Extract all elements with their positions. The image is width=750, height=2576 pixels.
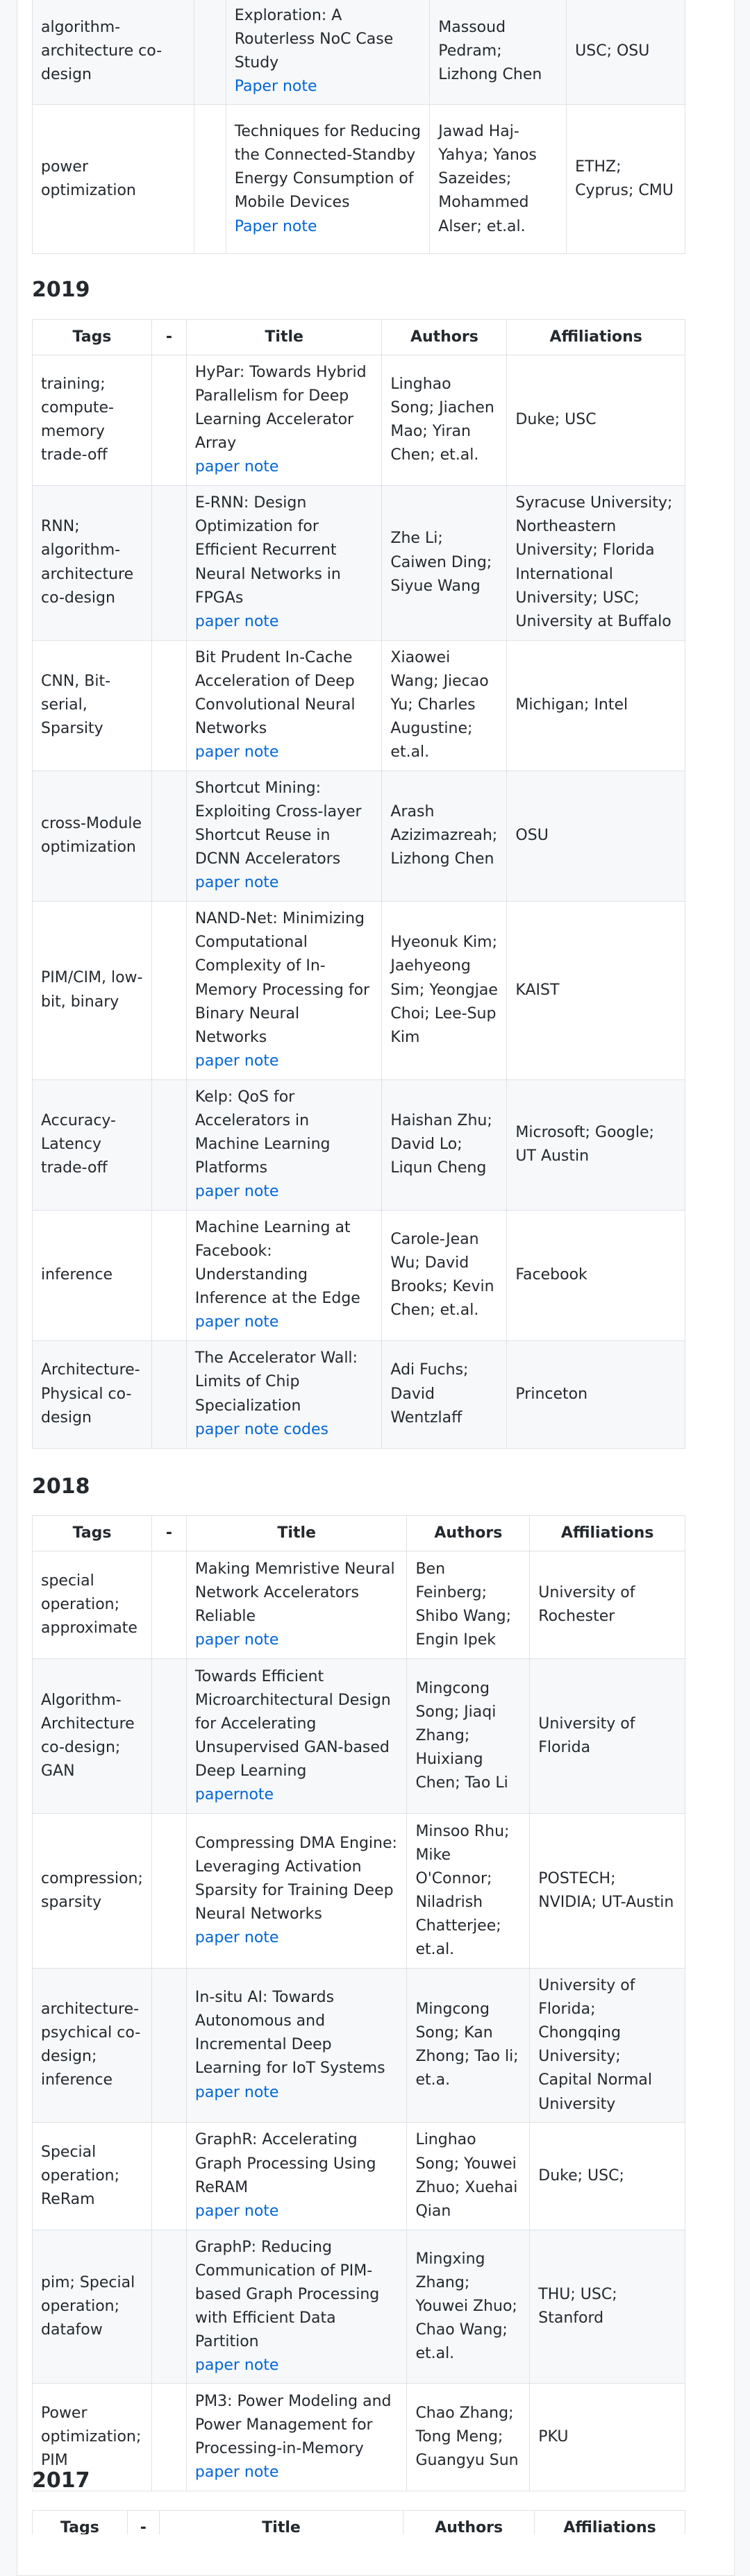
authors-cell: Jawad Haj-Yahya; Yanos Sazeides; Mohammed Alser; et.al. [430,105,567,254]
affiliations-cell: Syracuse University; Northeastern University; Florida International University; USC; University at Buffalo [507,485,685,640]
table-header-row [33,1516,685,1551]
paper-note-link[interactable]: paper note [194,2202,279,2220]
tags-cell: algorithm-architecture co-design [33,0,194,105]
authors-cell: Ben Feinberg; Shibo Wang; Engin Ipek [407,1551,530,1659]
tags-cell: inference [33,1210,152,1340]
tags-cell: PIM/CIM, low-bit, binary [33,901,152,1079]
title-cell [226,0,430,105]
header-affiliations: Affiliations [530,1516,685,1551]
header-tags: Tags [33,320,152,355]
table-row [33,1551,685,1659]
tags-cell: special operation; approximate [33,1551,152,1659]
tags-cell: power optimization [33,105,194,254]
tags-cell: Algorithm-Architecture co-design; GAN [33,1659,152,1814]
header-dash: - [127,2511,159,2535]
paper-note-link[interactable]: Paper note [234,217,317,235]
paper-note-codes-link[interactable]: paper note codes [194,1420,328,1438]
title-cell [186,1340,382,1448]
title-cell [186,1814,407,1969]
paper-note-link[interactable]: paper note [194,874,279,892]
table-row [33,2122,685,2230]
dash-cell [151,1079,186,1210]
authors-cell: Linghao Song; Youwei Zhuo; Xuehai Qian [407,2122,530,2230]
dash-cell [151,1210,186,1340]
table-header-row [33,320,685,355]
table-row [33,2384,685,2491]
title-cell [186,355,382,485]
authors-cell: Adi Fuchs; David Wentzlaff [382,1340,507,1448]
year-heading-2017: 2017 [32,2468,90,2493]
paper-note-link[interactable]: paper note [194,1929,279,1947]
title-cell [226,105,430,254]
title-cell [186,640,382,771]
title-cell [186,1210,382,1340]
paper-title: Shortcut Mining: Exploiting Cross-layer Shortcut Reuse in DCNN Accelerators [194,779,362,868]
table-row [33,1659,685,1814]
paper-title: The Accelerator Wall: Limits of Chip Specialization [194,1349,358,1415]
affiliations-cell: Princeton [507,1340,685,1448]
paper-title: Bit Prudent In-Cache Acceleration of Deep Convolutional Neural Networks [194,648,356,738]
authors-cell: Carole-Jean Wu; David Brooks; Kevin Chen; et.al. [382,1210,507,1340]
table-2019 [32,319,685,1449]
title-cell [186,2384,407,2491]
paper-note-link[interactable]: paper note [194,2083,279,2101]
table-row [33,1210,685,1340]
paper-title: Exploration: A Routerless NoC Case Study [234,7,394,72]
paper-title: Making Memristive Neural Network Accelerators Reliable [194,1560,395,1626]
table-row [33,901,685,1079]
affiliations-cell: PKU [530,2384,685,2491]
affiliations-cell: POSTECH; NVIDIA; UT-Austin [530,1814,685,1969]
paper-title: Compressing DMA Engine: Leveraging Activation Sparsity for Training Deep Neural Networks [194,1834,397,1923]
header-authors: Authors [407,1516,530,1551]
authors-cell: Hyeonuk Kim; Jaehyeong Sim; Yeongjae Choi; Lee-Sup Kim [382,901,507,1079]
header-title: Title [186,320,382,355]
affiliations-cell: Duke; USC; [530,2122,685,2230]
affiliations-cell: OSU [507,771,685,901]
dash-cell [151,485,186,640]
affiliations-cell: Microsoft; Google; UT Austin [507,1079,685,1210]
title-cell [186,2122,407,2230]
dash-cell [151,1551,186,1659]
authors-cell: Minsoo Rhu; Mike O'Connor; Niladrish Chatterjee; et.al. [407,1814,530,1969]
affiliations-cell: KAIST [507,901,685,1079]
dash-cell [151,2122,186,2230]
authors-cell: Mingxing Zhang; Youwei Zhuo; Chao Wang; et.al. [407,2230,530,2384]
title-cell [186,1659,407,1814]
tags-cell: Architecture-Physical co-design [33,1340,152,1448]
title-cell [186,1969,407,2123]
paper-note-link[interactable]: paper note [194,612,279,630]
table-2017 [32,2510,685,2534]
authors-cell: Chao Zhang; Tong Meng; Guangyu Sun [407,2384,530,2491]
paper-title: GraphP: Reducing Communication of PIM-based Graph Processing with Efficient Data Partition [194,2238,380,2351]
paper-title: Kelp: QoS for Accelerators in Machine Learning Platforms [194,1088,331,1177]
paper-title: E-RNN: Design Optimization for Efficient Recurrent Neural Networks in FPGAs [194,494,341,607]
authors-cell: Zhe Li; Caiwen Ding; Siyue Wang [382,485,507,640]
table-row [33,1340,685,1448]
dash-cell [194,0,226,105]
header-dash: - [151,320,186,355]
dash-cell [151,1340,186,1448]
paper-note-link[interactable]: paper note [194,1631,279,1649]
header-title: Title [159,2511,403,2535]
dash-cell [151,355,186,485]
paper-note-link[interactable]: paper note [194,743,279,761]
paper-title: Machine Learning at Facebook: Understanding Inference at the Edge [194,1218,360,1308]
paper-note-link[interactable]: paper note [194,2464,279,2482]
title-cell [186,2230,407,2384]
paper-title: NAND-Net: Minimizing Computational Complexity of In-Memory Processing for Binary Neural Networks [194,910,370,1046]
table-row [33,0,685,105]
affiliations-cell: ETHZ; Cyprus; CMU [567,105,685,254]
header-affiliations: Affiliations [507,320,685,355]
table-row [33,640,685,771]
dash-cell [151,1969,186,2123]
affiliations-cell: Michigan; Intel [507,640,685,771]
table-row [33,771,685,901]
dash-cell [151,2230,186,2384]
dash-cell [194,105,226,254]
paper-note-link[interactable]: paper note [194,458,279,476]
paper-title: HyPar: Towards Hybrid Parallelism for Deep Learning Accelerator Array [194,364,367,453]
affiliations-cell: University of Florida [530,1659,685,1814]
paper-note-link[interactable]: paper note [194,1183,279,1201]
affiliations-cell: THU; USC; Stanford [530,2230,685,2384]
header-authors: Authors [403,2511,535,2535]
authors-cell: Linghao Song; Jiachen Mao; Yiran Chen; et.al. [382,355,507,485]
papernote-link[interactable]: papernote [194,1786,274,1804]
paper-title: PM3: Power Modeling and Power Management for Processing-in-Memory [194,2393,392,2458]
affiliations-cell: University of Rochester [530,1551,685,1659]
dash-cell [151,1659,186,1814]
dash-cell [151,1814,186,1969]
header-dash: - [151,1516,186,1551]
tags-cell: Accuracy-Latency trade-off [33,1079,152,1210]
table-row [33,1814,685,1969]
title-cell [186,771,382,901]
authors-cell: Massoud Pedram; Lizhong Chen [430,0,567,105]
header-title: Title [186,1516,407,1551]
dash-cell [151,901,186,1079]
tags-cell: compression; sparsity [33,1814,152,1969]
affiliations-cell: University of Florida; Chongqing University; Capital Normal University [530,1969,685,2123]
table-row [33,1969,685,2123]
table-row [33,1079,685,1210]
title-cell [186,1079,382,1210]
header-affiliations: Affiliations [535,2511,685,2535]
dash-cell [151,2384,186,2491]
dash-cell [151,771,186,901]
table-row [33,105,685,254]
authors-cell: Xiaowei Wang; Jiecao Yu; Charles Augustine; et.al. [382,640,507,771]
tags-cell: cross-Module optimization [33,771,152,901]
table-2018 [32,1515,685,2491]
tags-cell: CNN, Bit-serial, Sparsity [33,640,152,771]
paper-title: Towards Efficient Microarchitectural Design for Accelerating Unsupervised GAN-based Deep Learning [194,1667,391,1781]
title-cell [186,901,382,1079]
authors-cell: Haishan Zhu; David Lo; Liqun Cheng [382,1079,507,1210]
year-heading-2019: 2019 [32,278,90,302]
tags-cell: training; compute-memory trade-off [33,355,152,485]
tags-cell: Power optimization; PIM [33,2384,152,2491]
dash-cell [151,640,186,771]
table-row [33,485,685,640]
year-heading-2018: 2018 [32,1474,90,1499]
table-header-row [33,2511,685,2535]
table-row [33,355,685,485]
tags-cell: architecture-psychical co-design; inference [33,1969,152,2123]
header-authors: Authors [382,320,507,355]
authors-cell: Mingcong Song; Kan Zhong; Tao li; et.a. [407,1969,530,2123]
tags-cell: Special operation; ReRam [33,2122,152,2230]
paper-note-link[interactable]: paper note [194,1052,279,1070]
tags-cell: RNN; algorithm-architecture co-design [33,485,152,640]
affiliations-cell: Duke; USC [507,355,685,485]
table-2020 [32,0,685,254]
affiliations-cell: Facebook [507,1210,685,1340]
table-row [33,2230,685,2384]
paper-note-link[interactable]: Paper note [234,78,317,96]
paper-note-link[interactable]: paper note [194,2357,279,2375]
title-cell [186,485,382,640]
header-tags: Tags [33,2511,128,2535]
authors-cell: Arash Azizimazreah; Lizhong Chen [382,771,507,901]
tags-cell: pim; Special operation; datafow [33,2230,152,2384]
title-cell [186,1551,407,1659]
header-tags: Tags [33,1516,152,1551]
paper-title: Techniques for Reducing the Connected-Standby Energy Consumption of Mobile Devices [234,123,422,212]
paper-title: GraphR: Accelerating Graph Processing Using ReRAM [194,2131,376,2196]
paper-title: In-situ AI: Towards Autonomous and Incremental Deep Learning for IoT Systems [194,1989,385,2078]
affiliations-cell: USC; OSU [567,0,685,105]
paper-note-link[interactable]: paper note [194,1313,279,1331]
authors-cell: Mingcong Song; Jiaqi Zhang; Huixiang Chen; Tao Li [407,1659,530,1814]
